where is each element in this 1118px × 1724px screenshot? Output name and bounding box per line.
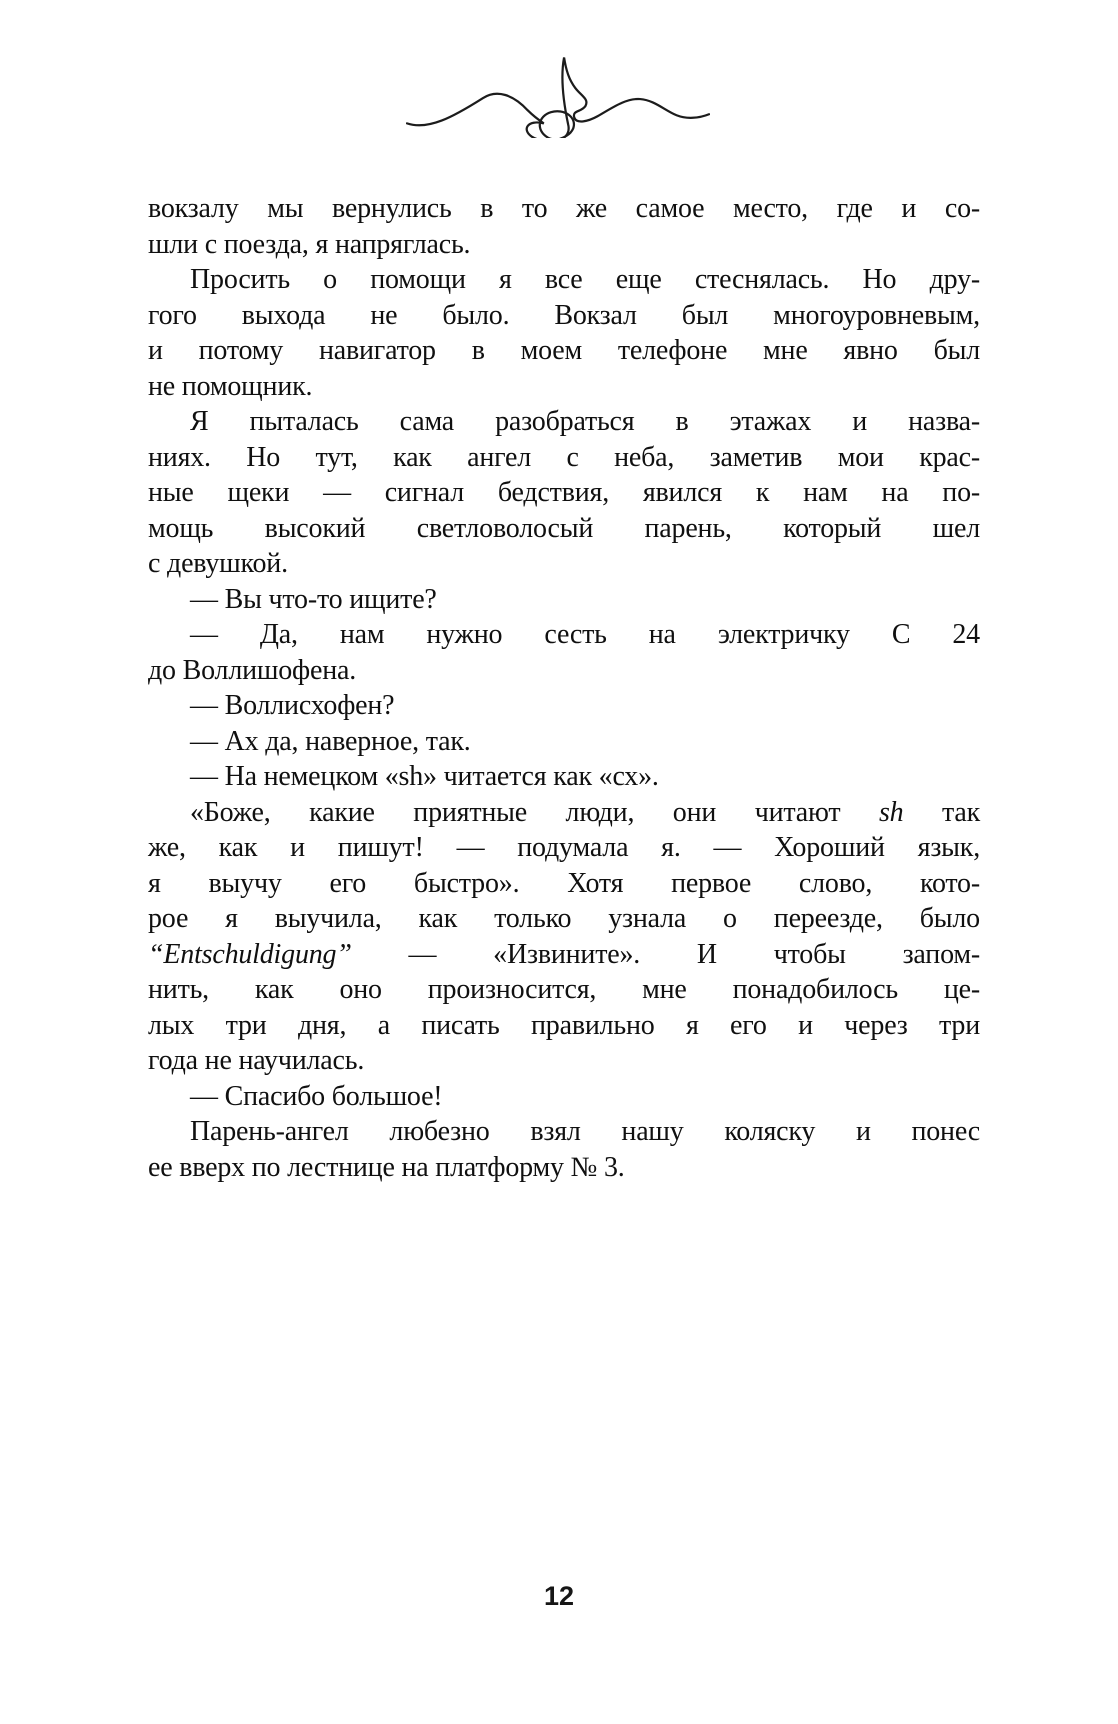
page-text xyxy=(148,191,980,1185)
text-segment: — Вы что-то ищите? xyxy=(190,583,437,615)
text-line xyxy=(148,511,980,547)
text-segment: года не научилась. xyxy=(148,1045,365,1076)
text-line xyxy=(148,688,980,724)
text-segment: — «Извините». И чтобы запом- xyxy=(351,938,980,970)
paragraph xyxy=(148,1114,980,1185)
paragraph xyxy=(148,759,980,795)
text-segment: я выучу его быстро». Хотя первое слово, кото- xyxy=(148,867,980,899)
text-segment: рое я выучила, как только узнала о переезде, было xyxy=(148,903,980,934)
text-line xyxy=(148,1114,980,1150)
text-line xyxy=(148,795,980,831)
text-segment: — Спасибо большое! xyxy=(190,1080,443,1112)
note-squiggle-ornament-icon xyxy=(406,52,710,138)
text-segment: с девушкой. xyxy=(148,548,288,579)
paragraph xyxy=(148,582,980,618)
text-line xyxy=(148,546,980,582)
text-line xyxy=(148,1043,980,1079)
paragraph xyxy=(148,191,980,262)
text-segment: ные щеки — сигнал бедствия, явился к нам на по- xyxy=(148,477,980,508)
paragraph xyxy=(148,617,980,688)
text-line xyxy=(148,582,980,618)
text-line xyxy=(148,830,980,866)
text-line xyxy=(148,262,980,298)
text-segment: и потому навигатор в моем телефоне мне явно был xyxy=(148,335,980,366)
text-segment: Парень-ангел любезно взял нашу коляску и понес xyxy=(190,1116,980,1147)
text-segment: — Ах да, наверное, так. xyxy=(190,725,471,757)
text-segment: лых три дня, а писать правильно я его и через три xyxy=(148,1009,980,1041)
text-line xyxy=(148,866,980,902)
text-segment: «Боже, какие приятные люди, они читают xyxy=(190,796,879,828)
text-segment: — Да, нам нужно сесть на электричку С 24 xyxy=(190,619,980,650)
text-line xyxy=(148,759,980,795)
text-segment: ее вверх по лестнице на платформу № 3. xyxy=(148,1151,625,1183)
text-line xyxy=(148,333,980,369)
page-number: 12 xyxy=(543,1581,575,1611)
text-line xyxy=(148,937,980,973)
text-line xyxy=(148,1008,980,1044)
text-segment: — Воллисхофен? xyxy=(190,690,395,721)
text-line xyxy=(148,724,980,760)
text-line xyxy=(148,440,980,476)
text-segment: шли с поезда, я напряглась. xyxy=(148,228,471,260)
text-segment: — На немецком «sh» читается как «сх». xyxy=(190,761,659,792)
paragraph xyxy=(148,1079,980,1115)
italic-text: sh xyxy=(878,796,904,828)
text-segment: же, как и пишут! — подумала я. — Хороший язык, xyxy=(148,832,980,863)
paragraph xyxy=(148,724,980,760)
text-segment: до Воллишофена. xyxy=(148,654,357,686)
text-segment: нить, как оно произносится, мне понадобилось це- xyxy=(148,974,980,1005)
text-segment: вокзалу мы вернулись в то же самое место, где и со- xyxy=(148,193,980,224)
text-line xyxy=(148,227,980,263)
text-line xyxy=(148,1150,980,1186)
text-line xyxy=(148,972,980,1008)
text-line xyxy=(148,369,980,405)
italic-text: “Entschuldigung” xyxy=(148,938,352,970)
paragraph xyxy=(148,262,980,404)
text-segment: не помощник. xyxy=(148,370,313,402)
paragraph xyxy=(148,795,980,1079)
text-line xyxy=(148,298,980,334)
text-line xyxy=(148,653,980,689)
text-line xyxy=(148,475,980,511)
paragraph xyxy=(148,688,980,724)
text-segment: гого выхода не было. Вокзал был многоуровневым, xyxy=(148,299,980,331)
text-line xyxy=(148,901,980,937)
text-segment: Я пыталась сама разобраться в этажах и назва- xyxy=(190,406,980,437)
text-segment: Просить о помощи я все еще стеснялась. Но дру- xyxy=(190,264,980,295)
text-segment: мощь высокий светловолосый парень, который шел xyxy=(148,512,980,544)
text-segment: так xyxy=(903,796,980,828)
text-line xyxy=(148,191,980,227)
text-segment: ниях. Но тут, как ангел с неба, заметив мои крас- xyxy=(148,441,980,473)
text-line xyxy=(148,1079,980,1115)
text-line xyxy=(148,617,980,653)
paragraph xyxy=(148,404,980,582)
text-line xyxy=(148,404,980,440)
